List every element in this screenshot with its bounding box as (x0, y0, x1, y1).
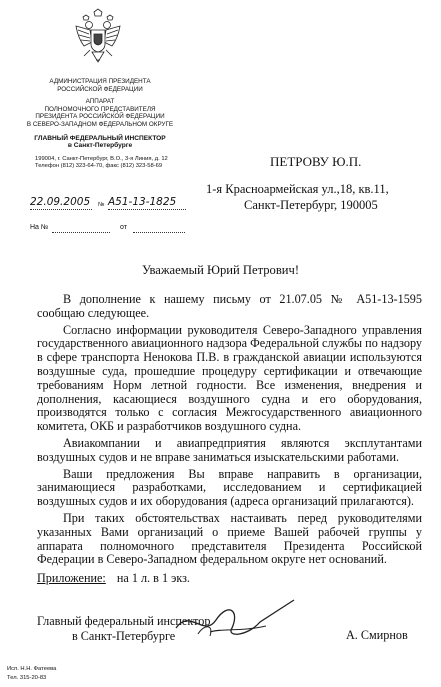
attachment-line (37, 571, 190, 586)
header-line: АППАРАТ (85, 98, 115, 106)
signer-city: в Санкт-Петербурге (72, 629, 176, 643)
header-address: 199004, г. Санкт-Петербург, В.О., 3-я Линия, д. 12 (35, 155, 168, 162)
registration-number: А51-13-1825 (108, 196, 177, 208)
paragraph: Ваши предложения Вы вправе направить в организации, занимающиеся разработками, исследованием и сертификацией воздушных судов и их оборудования (адреса организаций прилагаются). (37, 466, 422, 509)
signer-name: А. Смирнов (346, 628, 408, 642)
recipient-address: 1-я Красноармейская ул.,18, кв.11, (206, 182, 389, 196)
header-title: ГЛАВНЫЙ ФЕДЕРАЛЬНЫЙ ИНСПЕКТОР (34, 134, 166, 142)
header-line: ПОЛНОМОЧНОГО ПРЕДСТАВИТЕЛЯ (44, 105, 156, 113)
header-line: АДМИНИСТРАЦИЯ ПРЕЗИДЕНТА (49, 78, 151, 85)
executor-phone: Тел. 315-20-83 (7, 675, 47, 681)
paragraph: В дополнение к нашему письму от 21.07.05 № А51-13-1595 сообщаю следующее. (37, 292, 422, 320)
signer-position: Главный федеральный инспектор (37, 614, 211, 628)
header-line: РОССИЙСКОЙ ФЕДЕРАЦИИ (57, 85, 143, 93)
paragraph: Согласно информации руководителя Северо-Западного управления государственного авиационного надзора Федеральной службы по надзору в сфере транспорта Ненокова П.В. в гражданской авиации используются воздушные суда, прошедшие процедуру сертификации и отвечающие требованиям Норм летной годности. Все изменения, внедрения и дополнения, касающиеся воздушного судна и его оборудования, производятся только с согласия Межгосударственного авиационного комитета, ОКБ и разработчиков воздушного судна. (37, 322, 422, 434)
header-phone: Телефон (812) 323-64-70, факс (812) 323-58-69 (35, 162, 163, 169)
letter-body (37, 293, 422, 567)
reference-line (30, 224, 190, 234)
registration-date: 22.09.2005 (30, 196, 91, 208)
na-label: На № (30, 224, 49, 231)
paragraph: Авиакомпании и авиапредприятия являются эксплутантами воздушных судов и не вправе заниматься изыскательскими работами. (37, 435, 422, 464)
header-title: в Санкт-Петербурге (67, 141, 133, 149)
ot-label: от (120, 224, 127, 231)
paragraph: При таких обстоятельствах настаивать перед руководителями указанных Вами организаций о приеме Вашей рабочей группы у аппарата полномочного представителя Президента Российской Федерации в Северо-Западном федеральном округе нет оснований. (37, 510, 422, 567)
recipient-name: ПЕТРОВУ Ю.П. (270, 154, 362, 169)
coat-of-arms-emblem (72, 8, 124, 70)
header-line: В СЕВЕРО-ЗАПАДНОМ ФЕДЕРАЛЬНОМ ОКРУГЕ (26, 120, 174, 128)
attachment-value: на 1 л. в 1 экз. (116, 571, 190, 585)
recipient-city: Санкт-Петербург, 190005 (244, 198, 378, 212)
registration-line: 22.09.2005 А51-13-1825 № (30, 196, 190, 210)
header-line: ПРЕЗИДЕНТА РОССИЙСКОЙ ФЕДЕРАЦИИ (35, 113, 165, 121)
signature-mark (170, 598, 300, 642)
executor-name: Исп. Н.Н. Фатеева (7, 666, 57, 672)
salutation: Уважаемый Юрий Петрович! (141, 263, 300, 277)
attachment-label: Приложение: (37, 571, 106, 585)
